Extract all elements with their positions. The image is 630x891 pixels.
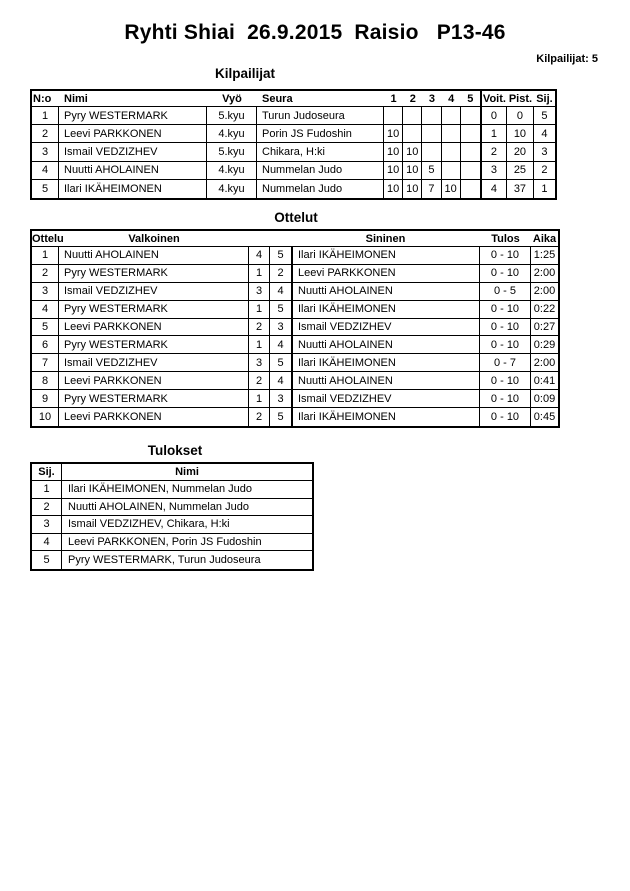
- cell-n2: 4: [277, 374, 284, 387]
- cell-tulos: 0 - 7: [480, 354, 531, 371]
- cell-score: [461, 125, 480, 142]
- table-row: [32, 390, 558, 408]
- header-n2: [270, 231, 291, 246]
- cell-n1: 1: [249, 390, 270, 407]
- cell-no: 4: [32, 162, 59, 179]
- table-row: [32, 372, 558, 390]
- table-row: [32, 336, 558, 354]
- cell-pist: 10: [507, 125, 534, 142]
- cell-valkoinen: Pyry WESTERMARK: [59, 265, 249, 282]
- cell-tulos: 0 - 10: [480, 319, 531, 336]
- cell-n1: 2: [249, 408, 270, 426]
- cell-n1: 3: [249, 283, 270, 300]
- table-row: [32, 143, 555, 161]
- cell-score: 10: [384, 143, 403, 160]
- header-round-4: 4: [448, 92, 455, 105]
- cell-n1: 1: [249, 265, 270, 282]
- cell-aika: 0:41: [533, 374, 556, 387]
- header-sij: Sij.: [536, 92, 553, 105]
- table-row: [32, 408, 558, 426]
- competitors-count-label: Kilpailijat: 5: [536, 53, 598, 65]
- cell-seura: Turun Judoseura: [257, 107, 384, 124]
- cell-score: [461, 143, 480, 160]
- table-row: [32, 354, 558, 372]
- cell-n1: 1: [249, 336, 270, 353]
- cell-seura: Nummelan Judo: [257, 162, 384, 179]
- cell-result-name: Leevi PARKKONEN, Porin JS Fudoshin: [68, 536, 262, 549]
- cell-nimi: Ilari IKÄHEIMONEN: [59, 180, 207, 198]
- cell-no: 3: [32, 143, 59, 160]
- cell-tulos: 0 - 10: [480, 301, 531, 318]
- cell-nimi: Ismail VEDZIZHEV: [59, 143, 207, 160]
- cell-rank: 5: [32, 551, 62, 569]
- cell-score: [442, 125, 461, 142]
- table-row: [32, 301, 558, 319]
- cell-rank: 4: [32, 534, 62, 551]
- cell-result-name: Pyry WESTERMARK, Turun Judoseura: [68, 554, 261, 567]
- cell-sininen: Ilari IKÄHEIMONEN: [291, 354, 480, 371]
- cell-sininen: Nuutti AHOLAINEN: [291, 336, 480, 353]
- cell-sininen: Ilari IKÄHEIMONEN: [291, 301, 480, 318]
- header-round-5: 5: [467, 92, 474, 105]
- table-row: [32, 551, 312, 569]
- header-nimi: Nimi: [64, 92, 88, 105]
- cell-aika: 1:25: [533, 249, 556, 262]
- table-row: [32, 481, 312, 499]
- cell-sininen: Ilari IKÄHEIMONEN: [291, 247, 480, 264]
- cell-valkoinen: Ismail VEDZIZHEV: [59, 283, 249, 300]
- header-aika: Aika: [532, 232, 557, 245]
- cell-sininen: Ilari IKÄHEIMONEN: [291, 408, 480, 426]
- header-vyo: Vyö: [222, 92, 242, 105]
- header-n1: [249, 231, 270, 246]
- cell-score: [461, 180, 480, 198]
- cell-voit: 2: [480, 143, 507, 160]
- cell-n1: 4: [249, 247, 270, 264]
- cell-n2: 5: [277, 303, 284, 316]
- cell-rank: 3: [32, 516, 62, 533]
- cell-match-no: 1: [32, 247, 59, 264]
- cell-aika: 0:45: [533, 410, 556, 423]
- cell-valkoinen: Nuutti AHOLAINEN: [59, 247, 249, 264]
- cell-tulos: 0 - 10: [480, 408, 531, 426]
- cell-score: 10: [384, 125, 403, 142]
- cell-valkoinen: Leevi PARKKONEN: [59, 372, 249, 389]
- cell-score: [442, 162, 461, 179]
- cell-tulos: 0 - 10: [480, 336, 531, 353]
- table-row: [32, 516, 312, 534]
- cell-score: [422, 107, 441, 124]
- cell-valkoinen: Pyry WESTERMARK: [59, 390, 249, 407]
- cell-tulos: 0 - 5: [480, 283, 531, 300]
- cell-score: [461, 162, 480, 179]
- cell-rank: 1: [32, 481, 62, 498]
- cell-sij: 4: [541, 127, 548, 140]
- table-row: [32, 180, 555, 198]
- cell-n2: 5: [277, 410, 284, 423]
- cell-score: [422, 143, 441, 160]
- cell-result-name: Ismail VEDZIZHEV, Chikara, H:ki: [68, 518, 230, 531]
- table-row: [32, 534, 312, 552]
- cell-score: [442, 143, 461, 160]
- header-seura: Seura: [262, 92, 293, 105]
- cell-score: 10: [384, 180, 403, 198]
- cell-sininen: Leevi PARKKONEN: [291, 265, 480, 282]
- cell-sij: 3: [541, 145, 548, 158]
- cell-n2: 3: [277, 392, 284, 405]
- cell-n1: 3: [249, 354, 270, 371]
- header-sij: Sij.: [32, 464, 62, 480]
- cell-sij: 2: [541, 164, 548, 177]
- cell-score: [384, 107, 403, 124]
- cell-nimi: Pyry WESTERMARK: [59, 107, 207, 124]
- cell-vyo: 4.kyu: [207, 125, 257, 142]
- table-row: [32, 265, 558, 283]
- cell-vyo: 4.kyu: [207, 162, 257, 179]
- cell-valkoinen: Leevi PARKKONEN: [59, 408, 249, 426]
- header-sininen: Sininen: [365, 232, 406, 245]
- cell-nimi: Nuutti AHOLAINEN: [59, 162, 207, 179]
- cell-n2: 2: [277, 267, 284, 280]
- cell-score: 10: [403, 162, 422, 179]
- cell-result-name: Ilari IKÄHEIMONEN, Nummelan Judo: [68, 483, 252, 496]
- cell-tulos: 0 - 10: [480, 372, 531, 389]
- cell-pist: 20: [507, 143, 534, 160]
- cell-tulos: 0 - 10: [480, 265, 531, 282]
- cell-valkoinen: Leevi PARKKONEN: [59, 319, 249, 336]
- cell-n2: 4: [277, 285, 284, 298]
- cell-aika: 0:27: [533, 321, 556, 333]
- ottelut-table: [30, 229, 560, 428]
- header-nimi: Nimi: [175, 466, 199, 478]
- cell-seura: Chikara, H:ki: [257, 143, 384, 160]
- cell-score: 7: [422, 180, 441, 198]
- cell-no: 1: [32, 107, 59, 124]
- cell-sininen: Ismail VEDZIZHEV: [291, 319, 480, 336]
- cell-n2: 5: [277, 249, 284, 262]
- table-row: [32, 499, 312, 517]
- cell-n2: 3: [277, 321, 284, 333]
- header-pist: Pist.: [508, 92, 533, 105]
- ottelut-header-row: [32, 231, 558, 247]
- header-round-2: 2: [409, 92, 416, 105]
- cell-score: 5: [422, 162, 441, 179]
- cell-sij: 5: [541, 109, 548, 122]
- cell-nimi: Leevi PARKKONEN: [59, 125, 207, 142]
- cell-match-no: 10: [32, 408, 59, 426]
- cell-score: [422, 125, 441, 142]
- header-ottelu: Ottelu: [32, 232, 64, 245]
- header-voit: Voit.: [480, 91, 507, 106]
- header-valkoinen: Valkoinen: [128, 232, 180, 245]
- table-row: [32, 283, 558, 301]
- cell-score: [442, 107, 461, 124]
- section-title-ottelut: Ottelut: [274, 210, 318, 225]
- header-tulos: Tulos: [491, 232, 520, 245]
- cell-n1: 2: [249, 319, 270, 336]
- cell-vyo: 5.kyu: [207, 107, 257, 124]
- table-row: [32, 247, 558, 265]
- cell-n1: 2: [249, 372, 270, 389]
- tulokset-table: [30, 462, 314, 571]
- cell-sininen: Nuutti AHOLAINEN: [291, 283, 480, 300]
- cell-aika: 0:22: [533, 303, 556, 316]
- cell-sij: 1: [541, 182, 548, 195]
- cell-match-no: 9: [32, 390, 59, 407]
- cell-result-name: Nuutti AHOLAINEN, Nummelan Judo: [68, 500, 249, 513]
- cell-match-no: 2: [32, 265, 59, 282]
- cell-vyo: 4.kyu: [207, 180, 257, 198]
- header-round-1: 1: [390, 92, 397, 105]
- cell-sininen: Nuutti AHOLAINEN: [291, 372, 480, 389]
- cell-valkoinen: Pyry WESTERMARK: [59, 301, 249, 318]
- cell-seura: Nummelan Judo: [257, 180, 384, 198]
- cell-n1: 1: [249, 301, 270, 318]
- cell-seura: Porin JS Fudoshin: [257, 125, 384, 142]
- section-title-tulokset: Tulokset: [147, 443, 203, 458]
- table-row: [32, 162, 555, 180]
- cell-no: 5: [32, 180, 59, 198]
- cell-score: [403, 107, 422, 124]
- cell-score: 10: [384, 162, 403, 179]
- cell-n2: 5: [277, 356, 284, 369]
- page-title: Ryhti Shiai 26.9.2015 Raisio P13-46: [124, 21, 506, 44]
- kilpailijat-header-row: [32, 91, 555, 107]
- cell-score: 10: [403, 180, 422, 198]
- table-row: [32, 107, 555, 125]
- cell-match-no: 8: [32, 372, 59, 389]
- cell-rank: 2: [32, 499, 62, 516]
- cell-sininen: Ismail VEDZIZHEV: [291, 390, 480, 407]
- cell-match-no: 6: [32, 336, 59, 353]
- cell-no: 2: [32, 125, 59, 142]
- cell-aika: 2:00: [533, 285, 556, 298]
- table-row: [32, 125, 555, 143]
- cell-match-no: 7: [32, 354, 59, 371]
- cell-pist: 0: [507, 107, 534, 124]
- cell-voit: 3: [480, 162, 507, 179]
- cell-pist: 25: [507, 162, 534, 179]
- header-no: N:o: [33, 92, 52, 105]
- kilpailijat-table: [30, 89, 557, 200]
- cell-aika: 2:00: [533, 267, 556, 280]
- cell-tulos: 0 - 10: [480, 390, 531, 407]
- cell-valkoinen: Ismail VEDZIZHEV: [59, 354, 249, 371]
- cell-n2: 4: [277, 338, 284, 351]
- section-title-kilpailijat: Kilpailijat: [214, 66, 275, 81]
- cell-aika: 2:00: [533, 356, 556, 369]
- table-row: [32, 319, 558, 337]
- cell-pist: 37: [507, 180, 534, 198]
- header-round-3: 3: [428, 92, 436, 105]
- cell-valkoinen: Pyry WESTERMARK: [59, 336, 249, 353]
- cell-aika: 0:29: [533, 338, 556, 351]
- cell-tulos: 0 - 10: [480, 247, 531, 264]
- cell-match-no: 3: [32, 283, 59, 300]
- cell-score: 10: [403, 143, 422, 160]
- cell-vyo: 5.kyu: [207, 143, 257, 160]
- cell-match-no: 5: [32, 319, 59, 336]
- cell-score: [461, 107, 480, 124]
- tulokset-header-row: [32, 464, 312, 481]
- cell-score: [403, 125, 422, 142]
- cell-aika: 0:09: [533, 392, 556, 405]
- cell-voit: 1: [480, 125, 507, 142]
- cell-voit: 0: [480, 107, 507, 124]
- cell-match-no: 4: [32, 301, 59, 318]
- cell-score: 10: [442, 180, 461, 198]
- cell-voit: 4: [480, 180, 507, 198]
